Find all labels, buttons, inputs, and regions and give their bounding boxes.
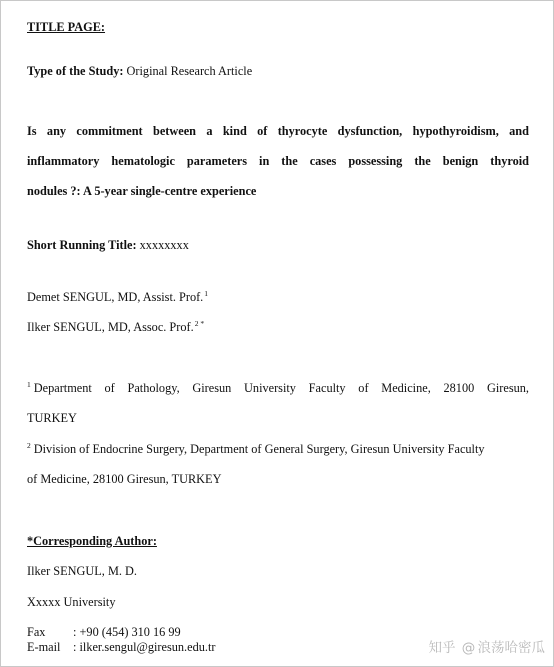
fax-line [27, 624, 181, 640]
affiliation-1-line-2: TURKEY [27, 411, 77, 425]
email-line [27, 639, 215, 655]
running-title [27, 237, 189, 253]
affiliation-2-line-1 [27, 441, 485, 457]
corresponding-author-institution: Xxxxx University [27, 595, 116, 609]
corresponding-author-name: Ilker SENGUL, M. D. [27, 564, 137, 578]
watermark [429, 636, 546, 656]
author-1 [27, 289, 208, 305]
affiliation-1-line-1 [27, 380, 529, 396]
affiliation-1-number: 1 [27, 380, 31, 389]
fax-label: Fax [27, 625, 46, 639]
at-icon: @ [461, 640, 476, 656]
author-2-name: Ilker SENGUL, MD, Assoc. Prof. [27, 320, 194, 334]
article-title-line-2: inflammatory hematologic parameters in the cases possessing the benign thyroid [27, 154, 529, 168]
study-type-label: Type of the Study: [27, 64, 124, 78]
article-title-line-3: nodules ?: A 5-year single-centre experience [27, 184, 257, 198]
running-title-label: Short Running Title: [27, 238, 137, 252]
watermark-site: 知乎 [428, 640, 456, 656]
affiliation-2-number: 2 [27, 441, 31, 450]
corresponding-author-heading: *Corresponding Author: [27, 534, 157, 548]
watermark-user: 浪荡哈密瓜 [477, 640, 545, 656]
author-1-sup: 1 [204, 289, 209, 298]
study-type [27, 63, 252, 79]
title-page-heading: TITLE PAGE: [27, 20, 106, 34]
article-title-line-1: Is any commitment between a kind of thyrocyte dysfunction, hypothyroidism, and [27, 124, 529, 138]
affiliation-1-text-1: Department of Pathology, Giresun University Faculty of Medicine, 28100 Giresun, [33, 381, 529, 395]
author-1-name: Demet SENGUL, MD, Assist. Prof. [27, 290, 204, 304]
study-type-value: Original Research Article [126, 64, 253, 78]
email-value: : ilker.sengul@giresun.edu.tr [73, 640, 216, 654]
author-2 [27, 319, 204, 335]
running-title-value: xxxxxxxx [139, 238, 189, 252]
fax-value: : +90 (454) 310 16 99 [73, 625, 181, 639]
email-label: E-mail [27, 640, 61, 654]
author-2-sup: 2 * [194, 319, 205, 328]
affiliation-2-text-1: Division of Endocrine Surgery, Department of General Surgery, Giresun University Faculty [33, 442, 485, 456]
affiliation-2-line-2: of Medicine, 28100 Giresun, TURKEY [27, 472, 222, 486]
